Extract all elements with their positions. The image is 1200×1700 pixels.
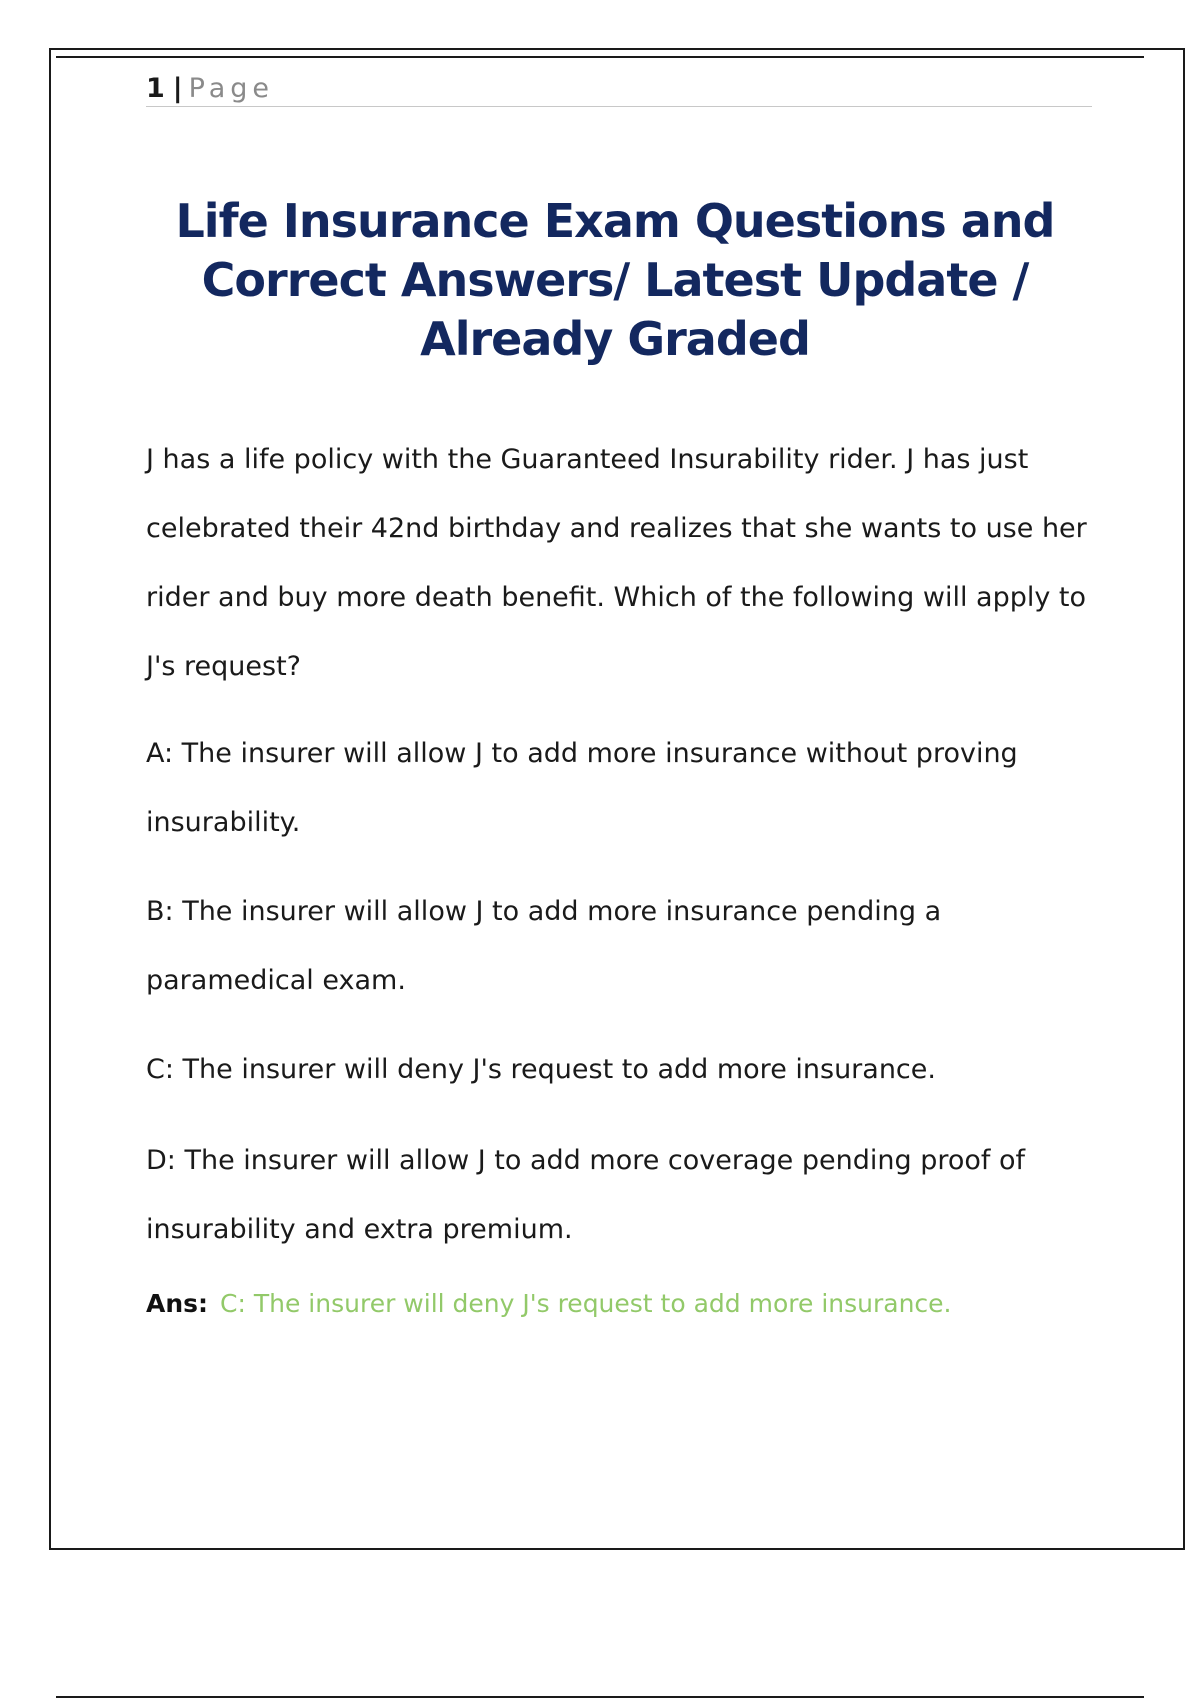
page-number: 1 (146, 73, 165, 104)
answer-label: Ans: (146, 1289, 209, 1318)
option-c: C: The insurer will deny J's request to add more insurance. (146, 1054, 936, 1085)
page-label: Page (188, 73, 275, 104)
bottom-rule (56, 1696, 1144, 1698)
question-block (146, 425, 1096, 1324)
option-b: B: The insurer will allow J to add more insurance pending a paramedical exam. (146, 896, 942, 996)
question-text: J has a life policy with the Guaranteed Insurability rider. J has just celebrated their 42nd birthday and realizes that she wants to use her rider and buy more death benefit. Which of the following will apply to J's request? (146, 444, 1087, 682)
page-separator: | (172, 73, 183, 104)
document-title: Life Insurance Exam Questions and Correct Answers/ Latest Update / Already Graded (175, 194, 1055, 366)
page-header (146, 72, 1092, 107)
option-a: A: The insurer will allow J to add more insurance without proving insurability. (146, 738, 1018, 838)
answer-line (146, 1284, 1096, 1324)
answer-text: C: The insurer will deny J's request to add more insurance. (220, 1289, 952, 1318)
option-d: D: The insurer will allow J to add more coverage pending proof of insurability and extra premium. (146, 1145, 1025, 1245)
